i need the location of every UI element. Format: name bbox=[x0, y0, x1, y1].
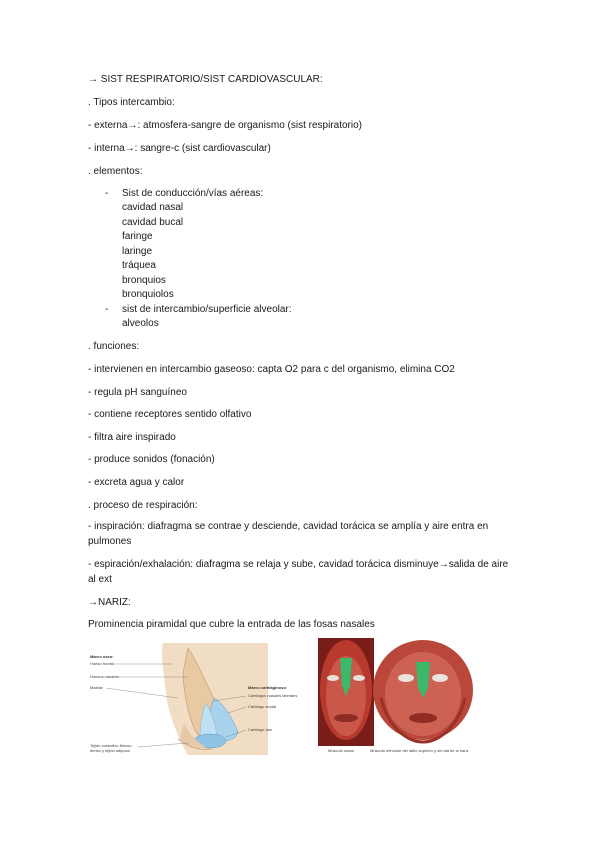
label-maxilar: Maxilar bbox=[90, 685, 103, 690]
tipo-externa: - externa→: atmosfera-sangre de organismo (sist respiratorio) bbox=[88, 120, 362, 131]
elementos-title: . elementos: bbox=[88, 166, 143, 177]
nose-skeleton-figure bbox=[88, 643, 310, 755]
label-cartilago-alar: Cartílago alar bbox=[248, 727, 273, 732]
espiracion-paragraph: - espiración/exhalación: diafragma se relaja y sube, cavidad torácica disminuye→salida de aire al ext bbox=[88, 559, 509, 585]
funcion-item: - excreta agua y calor bbox=[88, 477, 185, 488]
intercambio-title: sist de intercambio/superficie alveolar: bbox=[122, 304, 292, 315]
list-item: faringe bbox=[122, 231, 153, 242]
label-cartilagos-laterales: Cartílagos nasales laterales bbox=[248, 693, 298, 698]
list-item: alveolos bbox=[122, 318, 159, 329]
proceso-title: . proceso de respiración: bbox=[88, 500, 198, 511]
bullet-dash: - bbox=[105, 188, 109, 199]
nariz-description: Prominencia piramidal que cubre la entrada de las fosas nasales bbox=[88, 619, 375, 630]
list-item: laringe bbox=[122, 246, 153, 257]
conduccion-title: Sist de conducción/vías aéreas: bbox=[122, 188, 264, 199]
nariz-heading: →NARIZ: bbox=[88, 597, 131, 608]
funcion-item: - regula pH sanguíneo bbox=[88, 387, 187, 398]
inspiracion-paragraph: - inspiración: diafragma se contrae y desciende, cavidad torácica se amplía y aire entra en pulmones bbox=[88, 521, 489, 547]
funcion-item: - intervienen en intercambio gaseoso: capta O2 para c del organismo, elimina CO2 bbox=[88, 364, 455, 375]
list-item: cavidad nasal bbox=[122, 202, 184, 213]
label-tejido-conectivo: Tejido conectivo fibroso bbox=[90, 743, 132, 748]
funcion-item: - filtra aire inspirado bbox=[88, 432, 176, 443]
label-marco-oseo: Marco óseo: bbox=[90, 654, 114, 659]
list-item: bronquios bbox=[122, 275, 166, 286]
funciones-title: . funciones: bbox=[88, 341, 140, 352]
bullet-dash: - bbox=[105, 304, 109, 315]
label-marco-cartilaginoso: Marco cartilaginoso: bbox=[248, 685, 288, 690]
funcion-item: - contiene receptores sentido olfativo bbox=[88, 409, 252, 420]
tipos-title: . Tipos intercambio: bbox=[88, 97, 175, 108]
list-item: tráquea bbox=[122, 260, 156, 271]
list-item: bronquiolos bbox=[122, 289, 174, 300]
label-hueso-frontal: Hueso frontal bbox=[90, 661, 114, 666]
caption-musculo-elevador: Músculo elevador del labio superior y del ala de la nariz bbox=[370, 748, 469, 753]
list-item: cavidad bucal bbox=[122, 217, 184, 228]
label-tejido-adiposo: denso y tejido adiposo bbox=[90, 748, 130, 753]
label-huesos-nasales: Huesos nasales bbox=[90, 674, 119, 679]
section-heading-respiratorio: → SIST RESPIRATORIO/SIST CARDIOVASCULAR: bbox=[88, 74, 323, 85]
caption-musculo-nasal: Músculo nasal bbox=[328, 748, 354, 753]
funcion-item: - produce sonidos (fonación) bbox=[88, 454, 215, 465]
tipo-interna: - interna→: sangre-c (sist cardiovascular) bbox=[88, 143, 271, 154]
facial-muscles-figure bbox=[318, 638, 483, 760]
label-cartilago-septal: Cartílago septal bbox=[248, 704, 277, 709]
